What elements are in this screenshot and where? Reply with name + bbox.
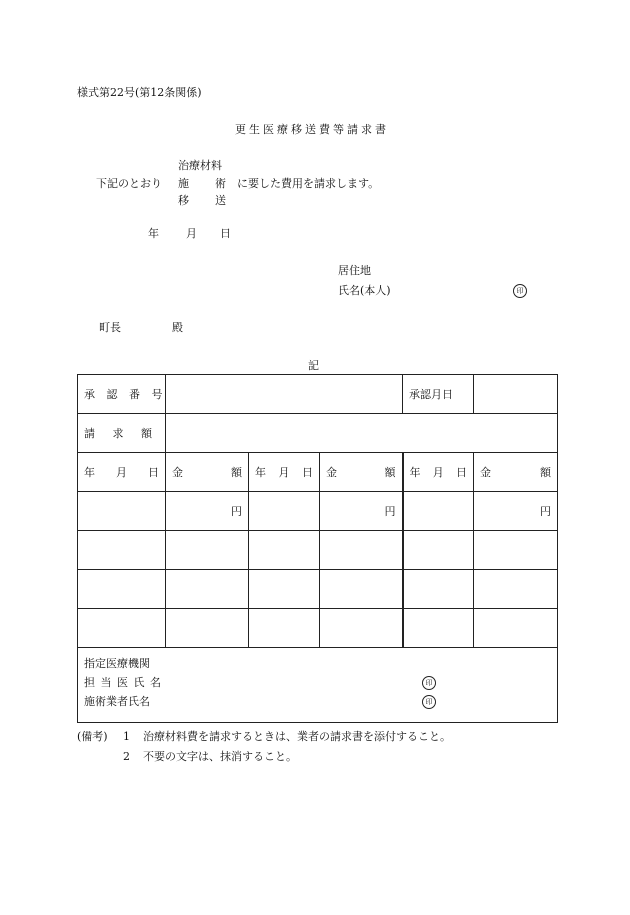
approval-number-field[interactable] [166, 375, 403, 414]
option-treatment: 施 術 [178, 177, 226, 190]
header-amount-2: 金 額 [320, 453, 403, 492]
table-row [78, 531, 558, 570]
date-month-label: 月 [186, 227, 197, 240]
amount-cell[interactable] [166, 531, 249, 570]
claim-form-table [77, 374, 558, 723]
table-row [78, 570, 558, 609]
date-cell[interactable] [403, 492, 474, 531]
notes-prefix: (備考) [77, 730, 108, 743]
addressee-title: 町長 [99, 321, 121, 334]
date-cell[interactable] [403, 609, 474, 648]
approval-date-label: 承認月日 [403, 375, 474, 414]
amount-cell[interactable] [474, 531, 558, 570]
note-number: 2 [123, 750, 130, 763]
practitioner-name-label: 施術業者氏名 [84, 695, 150, 708]
intro-prefix: 下記のとおり [96, 177, 162, 190]
amount-cell[interactable] [474, 609, 558, 648]
date-cell[interactable] [403, 531, 474, 570]
amount-cell[interactable] [320, 570, 403, 609]
doctor-name-label: 担 当 医 氏 名 [84, 676, 161, 689]
approval-date-field[interactable] [474, 375, 558, 414]
header-amount-1: 金 額 [166, 453, 249, 492]
option-transport: 移 送 [178, 194, 226, 207]
ki-label: 記 [308, 359, 319, 372]
document-title: 更生医療移送費等請求書 [235, 123, 389, 136]
amount-cell[interactable]: 円 [320, 492, 403, 531]
institution-block[interactable] [78, 648, 558, 723]
date-year-label: 年 [148, 227, 159, 240]
note-number: 1 [123, 730, 130, 743]
institution-label: 指定医療機関 [84, 657, 150, 670]
amount-cell[interactable] [320, 609, 403, 648]
claim-amount-field[interactable] [166, 414, 558, 453]
date-cell[interactable] [78, 492, 166, 531]
name-label: 氏名(本人) [338, 284, 391, 297]
header-date-2: 年 月 日 [249, 453, 320, 492]
seal-icon: 印 [422, 695, 436, 709]
header-amount-3: 金 額 [474, 453, 558, 492]
seal-icon: 印 [422, 676, 436, 690]
date-cell[interactable] [249, 570, 320, 609]
amount-cell[interactable] [320, 531, 403, 570]
date-cell[interactable] [78, 570, 166, 609]
date-cell[interactable] [78, 531, 166, 570]
note-text: 不要の文字は、抹消すること。 [143, 750, 297, 763]
date-day-label: 日 [220, 227, 231, 240]
notes [77, 727, 451, 767]
amount-cell[interactable]: 円 [166, 492, 249, 531]
option-material: 治療材料 [178, 159, 222, 172]
date-cell[interactable] [249, 492, 320, 531]
header-date-3: 年 月 日 [403, 453, 474, 492]
note-text: 治療材料費を請求するときは、業者の請求書を添付すること。 [143, 730, 451, 743]
date-cell[interactable] [78, 609, 166, 648]
amount-cell[interactable]: 円 [474, 492, 558, 531]
amount-cell[interactable] [166, 609, 249, 648]
addressee-honorific: 殿 [172, 321, 183, 334]
table-row [78, 492, 558, 531]
date-cell[interactable] [249, 531, 320, 570]
header-date-1: 年 月 日 [78, 453, 166, 492]
seal-icon: 印 [513, 284, 527, 298]
intro-suffix: に要した費用を請求します。 [237, 177, 380, 190]
amount-cell[interactable] [474, 570, 558, 609]
approval-number-label: 承 認 番 号 [78, 375, 166, 414]
amount-cell[interactable] [166, 570, 249, 609]
form-number: 様式第22号(第12条関係) [77, 86, 202, 99]
date-cell[interactable] [403, 570, 474, 609]
address-label: 居住地 [338, 264, 371, 277]
claim-amount-label: 請 求 額 [78, 414, 166, 453]
date-cell[interactable] [249, 609, 320, 648]
table-row [78, 609, 558, 648]
